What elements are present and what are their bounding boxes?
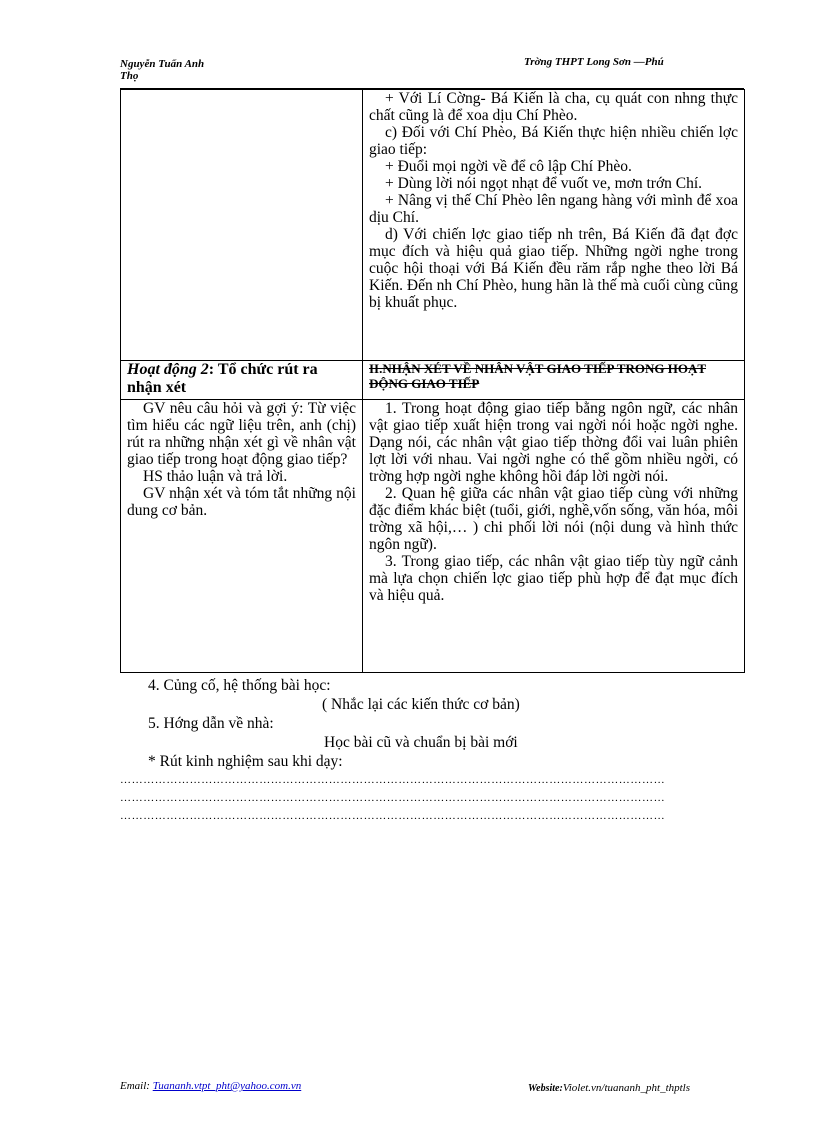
- content-cell: [363, 400, 745, 673]
- table-row: [121, 90, 745, 361]
- paragraph: GV nhận xét và tóm tắt những nội dung cơ bản.: [127, 485, 356, 519]
- paragraph: 1. Trong hoạt động giao tiếp bằng ngôn ngữ, các nhân vật giao tiếp xuất hiện trong vai ngời nói hoặc ngời nghe. Dạng nói, các nhân vật giao tiếp thờng đổi vai luân phiên lợt lời với nhau. Vai ngời nghe có thể gồm nhiều ngời, có trờng hợp ngời nghe không hồi đáp lời ngời nói.: [369, 400, 738, 485]
- email-link[interactable]: Tuananh.vtpt_pht@yahoo.com.vn: [152, 1080, 302, 1092]
- header-author: Nguyễn Tuấn Anh: [120, 58, 205, 70]
- homework-heading: 5. Hớng dẫn về nhà:: [148, 715, 274, 732]
- header-school-continuation: Thọ: [120, 70, 139, 82]
- paragraph: HS thảo luận và trả lời.: [143, 468, 288, 485]
- activity-label: Hoạt động 2: [127, 361, 209, 378]
- paragraph: + Đuổi mọi ngời về để cô lập Chí Phèo.: [385, 158, 632, 175]
- activity-heading: [127, 361, 356, 397]
- footer-email: [120, 1080, 301, 1092]
- dotted-line: ……………………………………………………………………………………………………………………………: [120, 774, 666, 786]
- dotted-line: ……………………………………………………………………………………………………………………………: [120, 810, 666, 822]
- consolidate-note: ( Nhắc lại các kiến thức cơ bản): [322, 696, 520, 713]
- table-cell-empty: [121, 90, 363, 361]
- dotted-line: ……………………………………………………………………………………………………………………………: [120, 792, 666, 804]
- lesson-table: [120, 89, 745, 673]
- homework-note: Học bài cũ và chuẩn bị bài mới: [324, 734, 518, 751]
- table-cell-analysis: [363, 90, 745, 361]
- table-row: [121, 361, 745, 400]
- paragraph: + Dùng lời nói ngọt nhạt để vuốt ve, mơn trớn Chí.: [385, 175, 703, 192]
- paragraph: 3. Trong giao tiếp, các nhân vật giao tiếp tùy ngữ cảnh mà lựa chọn chiến lợc giao tiếp phù hợp để đạt mục đích và hiệu quả.: [369, 553, 738, 604]
- experience-heading: * Rút kinh nghiệm sau khi dạy:: [148, 753, 343, 770]
- table-row: [121, 400, 745, 673]
- website-label: Website:: [528, 1083, 563, 1094]
- footer-website: [528, 1082, 690, 1094]
- website-url: Violet.vn/tuananh_pht_thptls: [562, 1082, 691, 1094]
- section-title: II.NHẬN XÉT VỀ NHÂN VẬT GIAO TIẾP TRONG HOẠT ĐỘNG GIAO TIẾP: [369, 361, 706, 391]
- paragraph: d) Với chiến lợc giao tiếp nh trên, Bá Kiến đã đạt đợc mục đích và hiệu quả giao tiếp. Những ngời nghe trong cuộc hội thoại với Bá Kiến đều răm rắp nghe theo lời Bá Kiến. Đến nh Chí Phèo, hung hãn là thế mà cuối cùng cũng bị khuất phục.: [369, 226, 738, 311]
- consolidate-heading: 4. Củng cố, hệ thống bài học:: [148, 677, 331, 694]
- paragraph: 2. Quan hệ giữa các nhân vật giao tiếp cùng với những đặc điểm khác biệt (tuổi, giới, nghề,vốn sống, văn hóa, môi trờng xã hội,… ) chi phối lời nói (nội dung và hình thức ngôn ngữ).: [369, 485, 738, 553]
- lesson-closing: [120, 676, 744, 825]
- paragraph: c) Đối với Chí Phèo, Bá Kiến thực hiện nhiều chiến lợc giao tiếp:: [369, 124, 738, 158]
- header-author-block: [120, 58, 250, 82]
- activity-heading-cell: [121, 361, 363, 400]
- section-heading-cell: [363, 361, 745, 400]
- paragraph: + Nâng vị thế Chí Phèo lên ngang hàng với mình để xoa dịu Chí.: [369, 192, 738, 226]
- email-label: Email:: [120, 1080, 153, 1092]
- paragraph: GV nêu câu hỏi và gợi ý: Từ việc tìm hiểu các ngữ liệu trên, anh (chị) rút ra những nhận xét gì về nhân vật giao tiếp trong hoạt động giao tiếp?: [127, 400, 356, 468]
- header-school: Trờng THPT Long Sơn —Phú: [524, 56, 664, 68]
- teacher-activity-cell: [121, 400, 363, 673]
- paragraph: + Với Lí Cờng- Bá Kiến là cha, cụ quát con nhng thực chất cũng là để xoa dịu Chí Phèo.: [369, 90, 738, 124]
- activity-title: : Tổ chức rút ra nhận xét: [127, 361, 318, 396]
